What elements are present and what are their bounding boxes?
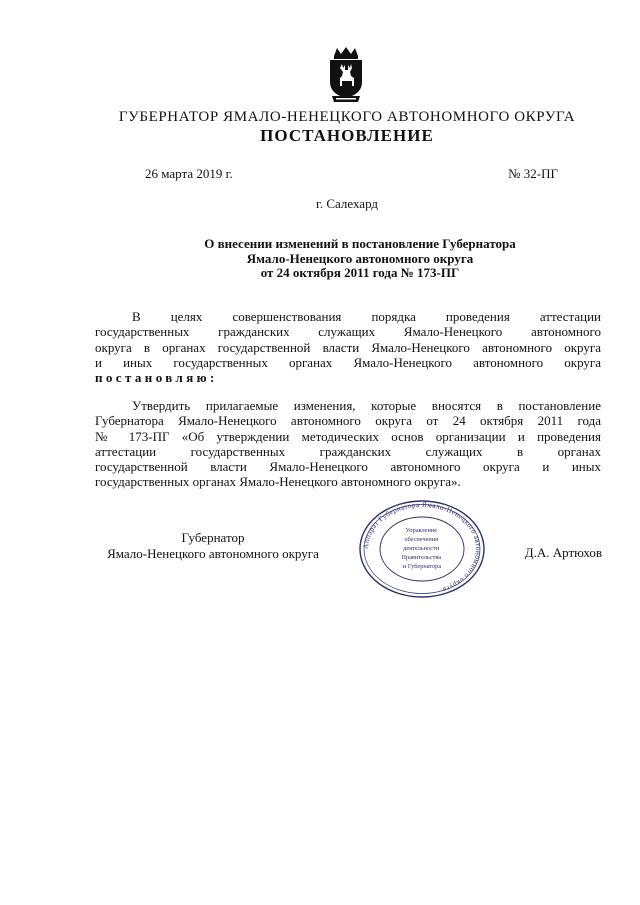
document-place: г. Салехард	[315, 196, 379, 211]
signatory-title-line: Ямало-Ненецкого автономного округа	[107, 545, 319, 561]
title-line: Ямало-Ненецкого автономного округа	[246, 250, 474, 266]
stamp-inner-line: Управление	[405, 527, 438, 534]
paragraph-line: округа в органах государственной власти Ямало-Ненецкого автономного округа	[95, 339, 601, 355]
paragraph-line: № 173-ПГ «Об утверждении методических основ организации и проведения	[95, 428, 601, 444]
signatory-title	[95, 530, 331, 561]
paragraph-line: и иных государственных органах Ямало-Ненецкого автономного округа	[95, 354, 601, 370]
preamble-paragraph	[95, 309, 601, 385]
stamp-inner-line: деятельности	[403, 545, 440, 552]
document-title	[160, 237, 560, 281]
authority-heading: ГУБЕРНАТОР ЯМАЛО-НЕНЕЦКОГО АВТОНОМНОГО ОКРУГА	[118, 109, 576, 125]
yamal-nenets-coat-of-arms-icon	[326, 46, 366, 104]
operative-paragraph	[95, 398, 601, 490]
official-stamp	[357, 499, 487, 599]
paragraph-line: государственных органах Ямало-Ненецкого автономного округа».	[95, 474, 461, 490]
paragraph-line: В целях совершенствования порядка проведения аттестации	[132, 309, 601, 324]
paragraph-line: аттестации государственных гражданских служащих в органах	[95, 443, 601, 459]
document-number: № 32-ПГ	[508, 166, 558, 181]
stamp-inner-line: Правительства	[401, 554, 442, 561]
paragraph-line: государственной власти Ямало-Ненецкого автономного округа и иных	[95, 459, 601, 475]
paragraph-line: Утвердить прилагаемые изменения, которые вносятся в постановление	[132, 398, 601, 413]
document-date: 26 марта 2019 г.	[145, 166, 233, 181]
paragraph-line: Губернатора Ямало-Ненецкого автономного округа от 24 октября 2011 года	[95, 413, 601, 429]
paragraph-line: государственных гражданских служащих Ямало-Ненецкого автономного	[95, 324, 601, 340]
stamp-inner-line: обеспечения	[404, 536, 439, 543]
document-type: ПОСТАНОВЛЕНИЕ	[260, 126, 434, 145]
title-line: О внесении изменений в постановление Губернатора	[204, 236, 516, 251]
stamp-inner-line: и Губернатора	[402, 563, 442, 570]
resolve-word: постановляю:	[95, 370, 218, 386]
svg-text:Управление обеспечения	[401, 527, 442, 570]
signatory-name: Д.А. Артюхов	[524, 545, 602, 560]
title-line: от 24 октября 2011 года № 173-ПГ	[260, 265, 460, 280]
stamp-outer-text: Аппарат Губернатора Ямало-Ненецкого автономного округа	[361, 500, 483, 594]
signatory-title-line: Губернатор	[181, 530, 245, 545]
